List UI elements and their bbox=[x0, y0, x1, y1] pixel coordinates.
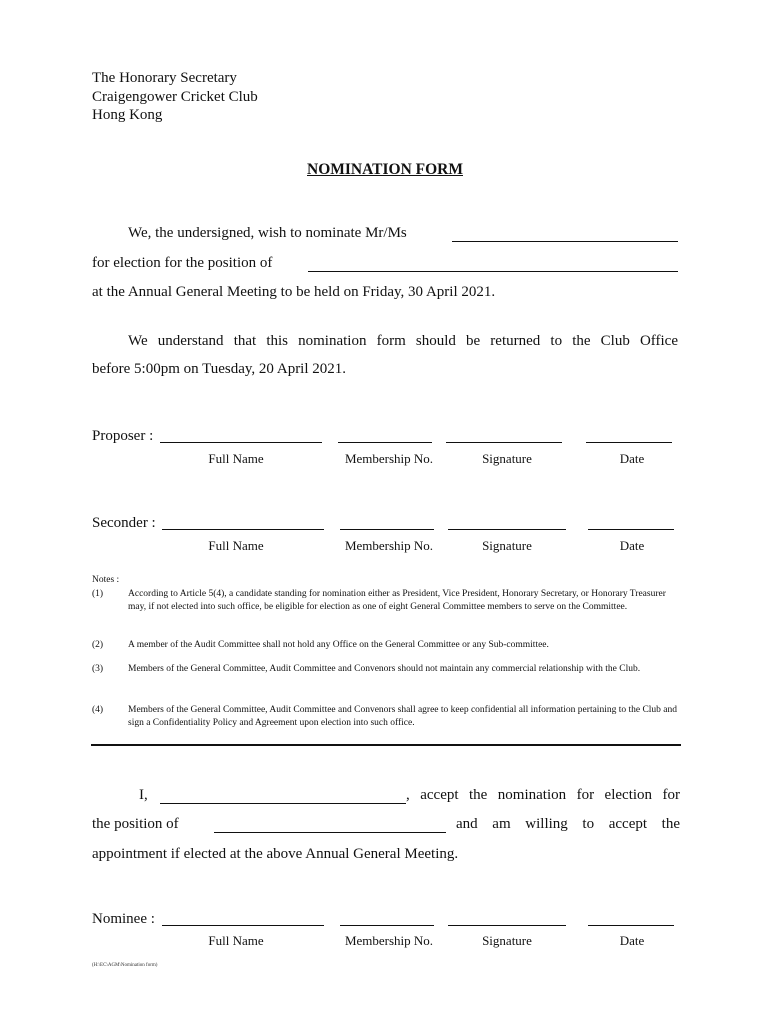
note-number: (3) bbox=[92, 664, 104, 674]
seconder-signature-caption: Signature bbox=[482, 538, 532, 553]
return-notice-line-1: We understand that this nomination form should be returned to the Club Office bbox=[128, 333, 678, 349]
seconder-membership-blank[interactable] bbox=[340, 529, 434, 530]
seconder-name-blank[interactable] bbox=[162, 529, 324, 530]
note-number: (4) bbox=[92, 705, 104, 715]
address-line-2: Craigengower Cricket Club bbox=[92, 88, 258, 105]
address-line-1: The Honorary Secretary bbox=[92, 70, 237, 86]
proposer-signature-blank[interactable] bbox=[446, 442, 562, 443]
proposer-label: Proposer : bbox=[92, 428, 154, 444]
position-blank[interactable] bbox=[308, 271, 678, 272]
note-text: Members of the General Committee, Audit Committee and Convenors should not maintain any commercial relationship with the Club. bbox=[128, 664, 641, 674]
acceptance-line-3: appointment if elected at the above Annual General Meeting. bbox=[92, 846, 459, 862]
nominee-name-blank[interactable] bbox=[452, 241, 678, 242]
note-text: A member of the Audit Committee shall not hold any Office on the General Committee or any Sub-committee. bbox=[128, 640, 549, 650]
acceptor-name-blank[interactable] bbox=[160, 803, 406, 804]
address-block bbox=[92, 69, 258, 125]
acceptance-accept-text: , accept the nomination for election for bbox=[406, 787, 680, 803]
seconder-signature-blank[interactable] bbox=[448, 529, 566, 530]
nominee-date-caption: Date bbox=[619, 933, 645, 948]
nominee-signature-blank[interactable] bbox=[448, 925, 566, 926]
position-text: for election for the position of bbox=[92, 255, 273, 271]
seconder-label: Seconder : bbox=[92, 515, 156, 531]
proposer-membership-blank[interactable] bbox=[338, 442, 432, 443]
proposer-signature-caption: Signature bbox=[482, 451, 532, 466]
proposer-date-caption: Date bbox=[619, 451, 645, 466]
seconder-date-blank[interactable] bbox=[588, 529, 674, 530]
note-number: (1) bbox=[92, 589, 104, 599]
agm-text: at the Annual General Meeting to be held on Friday, 30 April 2021. bbox=[92, 284, 496, 300]
nominee-label: Nominee : bbox=[92, 911, 155, 927]
nominee-signature-caption: Signature bbox=[482, 933, 532, 948]
note-number: (2) bbox=[92, 640, 104, 650]
seconder-full-name-caption: Full Name bbox=[208, 538, 264, 553]
proposer-membership-caption: Membership No. bbox=[344, 451, 434, 466]
footer-reference: (H:\EC\AGM\Nomination form) bbox=[92, 963, 158, 968]
proposer-full-name-caption: Full Name bbox=[208, 451, 264, 466]
nominee-name-blank[interactable] bbox=[162, 925, 324, 926]
acceptance-position-text: the position of bbox=[92, 816, 179, 832]
notes-header: Notes : bbox=[92, 575, 120, 585]
address-line-3: Hong Kong bbox=[92, 107, 163, 123]
proposer-name-blank[interactable] bbox=[160, 442, 322, 443]
acceptance-position-blank[interactable] bbox=[214, 832, 446, 833]
return-notice-line-2: before 5:00pm on Tuesday, 20 April 2021. bbox=[92, 361, 347, 377]
acceptance-willing-text: and am willing to accept the bbox=[456, 816, 680, 832]
section-divider bbox=[91, 744, 681, 746]
nominee-full-name-caption: Full Name bbox=[208, 933, 264, 948]
note-text: According to Article 5(4), a candidate standing for nomination either as President, Vice President, Honorary Secretary, or Honorary Treasurer may, if not elected into such office, be eligible for election as one of eight General Committee members to serve on the Committee. bbox=[128, 589, 666, 612]
acceptance-i: I, bbox=[139, 787, 148, 803]
nominee-membership-caption: Membership No. bbox=[344, 933, 434, 948]
nominee-date-blank[interactable] bbox=[588, 925, 674, 926]
nominee-membership-blank[interactable] bbox=[340, 925, 434, 926]
note-text: Members of the General Committee, Audit Committee and Convenors shall agree to keep confidential all information pertaining to the Club and sign a Confidentiality Policy and Agreement upon election into such office. bbox=[128, 705, 678, 728]
proposer-date-blank[interactable] bbox=[586, 442, 672, 443]
seconder-date-caption: Date bbox=[619, 538, 645, 553]
seconder-membership-caption: Membership No. bbox=[344, 538, 434, 553]
nominate-text: We, the undersigned, wish to nominate Mr/Ms bbox=[128, 225, 407, 241]
page-title: NOMINATION FORM bbox=[307, 161, 463, 178]
